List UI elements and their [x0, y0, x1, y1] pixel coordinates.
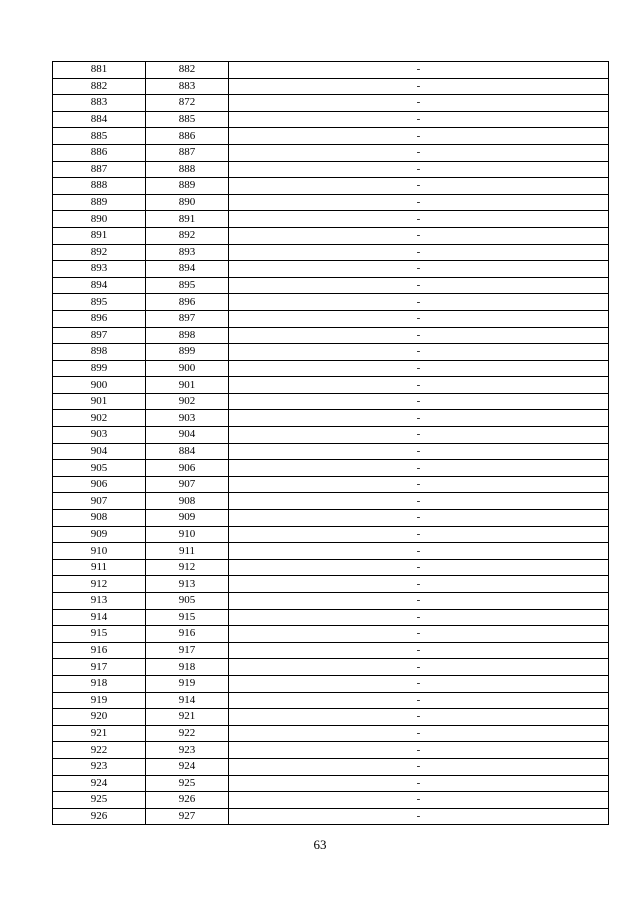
table-cell: 909 — [146, 510, 229, 527]
table-cell: - — [229, 344, 609, 361]
table-row — [53, 709, 609, 726]
table-cell: 890 — [53, 211, 146, 228]
table-cell: 889 — [146, 178, 229, 195]
table-row — [53, 327, 609, 344]
table-cell: 923 — [53, 758, 146, 775]
table-cell: - — [229, 144, 609, 161]
table-cell: 890 — [146, 194, 229, 211]
table-row — [53, 244, 609, 261]
table-row — [53, 393, 609, 410]
table-cell: 913 — [146, 576, 229, 593]
table-cell: - — [229, 476, 609, 493]
table-cell: - — [229, 327, 609, 344]
table-cell: - — [229, 161, 609, 178]
table-cell: 927 — [146, 808, 229, 825]
table-cell: - — [229, 559, 609, 576]
table-cell: 882 — [53, 78, 146, 95]
table-row — [53, 626, 609, 643]
table-cell: 882 — [146, 62, 229, 79]
table-row — [53, 543, 609, 560]
table-row — [53, 792, 609, 809]
table-cell: 891 — [146, 211, 229, 228]
table-cell: 907 — [146, 476, 229, 493]
table-row — [53, 111, 609, 128]
table-row — [53, 178, 609, 195]
table-row — [53, 78, 609, 95]
table-cell: 907 — [53, 493, 146, 510]
table-cell: 883 — [53, 95, 146, 112]
table-cell: 917 — [53, 659, 146, 676]
table-cell: 920 — [53, 709, 146, 726]
table-cell: 919 — [53, 692, 146, 709]
table-cell: 894 — [53, 277, 146, 294]
table-cell: 888 — [146, 161, 229, 178]
table-cell: - — [229, 742, 609, 759]
table-cell: 908 — [146, 493, 229, 510]
table-cell: 913 — [53, 593, 146, 610]
table-cell: 899 — [53, 360, 146, 377]
table-row — [53, 808, 609, 825]
table-cell: 888 — [53, 178, 146, 195]
table-cell: 903 — [146, 410, 229, 427]
table-cell: - — [229, 62, 609, 79]
table-cell: 893 — [53, 261, 146, 278]
table-cell: - — [229, 211, 609, 228]
table-row — [53, 310, 609, 327]
table-row — [53, 144, 609, 161]
table-row — [53, 194, 609, 211]
table-cell: 895 — [146, 277, 229, 294]
table-row — [53, 493, 609, 510]
table-row — [53, 758, 609, 775]
table-cell: 887 — [146, 144, 229, 161]
table-cell: 917 — [146, 642, 229, 659]
table-cell: 885 — [53, 128, 146, 145]
table-row — [53, 593, 609, 610]
table-cell: - — [229, 692, 609, 709]
table-cell: 901 — [53, 393, 146, 410]
table-cell: 926 — [53, 808, 146, 825]
table-cell: - — [229, 675, 609, 692]
table-cell: 886 — [53, 144, 146, 161]
table-cell: 889 — [53, 194, 146, 211]
table-cell: 906 — [146, 460, 229, 477]
table-row — [53, 460, 609, 477]
table-cell: - — [229, 410, 609, 427]
data-table — [52, 61, 609, 825]
table-row — [53, 742, 609, 759]
table-cell: - — [229, 775, 609, 792]
table-row — [53, 360, 609, 377]
table-cell: - — [229, 808, 609, 825]
table-cell: - — [229, 543, 609, 560]
table-body — [53, 62, 609, 825]
page-number: 63 — [313, 837, 327, 852]
table-row — [53, 410, 609, 427]
table-cell: 924 — [53, 775, 146, 792]
table-cell: - — [229, 227, 609, 244]
table-cell: 897 — [146, 310, 229, 327]
table-cell: 896 — [53, 310, 146, 327]
table-cell: 883 — [146, 78, 229, 95]
table-cell: 916 — [53, 642, 146, 659]
table-cell: 895 — [53, 294, 146, 311]
table-cell: 911 — [53, 559, 146, 576]
table-cell: 903 — [53, 427, 146, 444]
table-cell: - — [229, 178, 609, 195]
table-cell: 911 — [146, 543, 229, 560]
table-cell: - — [229, 443, 609, 460]
table-cell: - — [229, 427, 609, 444]
table-cell: - — [229, 244, 609, 261]
table-cell: 925 — [146, 775, 229, 792]
table-cell: - — [229, 758, 609, 775]
table-row — [53, 659, 609, 676]
table-row — [53, 261, 609, 278]
table-cell: 915 — [53, 626, 146, 643]
table-cell: 886 — [146, 128, 229, 145]
table-cell: - — [229, 642, 609, 659]
table-row — [53, 692, 609, 709]
table-cell: 921 — [53, 725, 146, 742]
table-row — [53, 427, 609, 444]
table-cell: 904 — [146, 427, 229, 444]
table-cell: 916 — [146, 626, 229, 643]
table-row — [53, 642, 609, 659]
table-cell: - — [229, 294, 609, 311]
table-row — [53, 294, 609, 311]
table-row — [53, 675, 609, 692]
table-cell: 891 — [53, 227, 146, 244]
table-cell: 898 — [53, 344, 146, 361]
table-cell: 909 — [53, 526, 146, 543]
table-cell: 899 — [146, 344, 229, 361]
table-cell: 918 — [146, 659, 229, 676]
table-cell: - — [229, 111, 609, 128]
table-cell: - — [229, 792, 609, 809]
table-cell: 925 — [53, 792, 146, 809]
table-cell: 910 — [53, 543, 146, 560]
table-cell: 912 — [53, 576, 146, 593]
table-cell: - — [229, 78, 609, 95]
table-cell: - — [229, 526, 609, 543]
table-row — [53, 510, 609, 527]
table-cell: 900 — [53, 377, 146, 394]
table-cell: - — [229, 377, 609, 394]
table-cell: 905 — [53, 460, 146, 477]
table-cell: 872 — [146, 95, 229, 112]
table-cell: - — [229, 659, 609, 676]
table-cell: 906 — [53, 476, 146, 493]
table-cell: 910 — [146, 526, 229, 543]
table-cell: - — [229, 709, 609, 726]
table-cell: - — [229, 576, 609, 593]
table-row — [53, 559, 609, 576]
table-row — [53, 128, 609, 145]
table-row — [53, 775, 609, 792]
table-cell: - — [229, 725, 609, 742]
table-cell: 914 — [146, 692, 229, 709]
table-cell: - — [229, 128, 609, 145]
table-cell: - — [229, 194, 609, 211]
table-cell: 922 — [146, 725, 229, 742]
table-cell: 884 — [146, 443, 229, 460]
table-cell: 896 — [146, 294, 229, 311]
table-row — [53, 443, 609, 460]
table-cell: 894 — [146, 261, 229, 278]
table-cell: 885 — [146, 111, 229, 128]
table-cell: 904 — [53, 443, 146, 460]
table-cell: - — [229, 277, 609, 294]
table-cell: 881 — [53, 62, 146, 79]
table-cell: 902 — [53, 410, 146, 427]
table-row — [53, 526, 609, 543]
table-row — [53, 725, 609, 742]
table-row — [53, 211, 609, 228]
table-cell: 884 — [53, 111, 146, 128]
table-cell: - — [229, 95, 609, 112]
table-cell: 901 — [146, 377, 229, 394]
table-row — [53, 227, 609, 244]
table-cell: - — [229, 493, 609, 510]
table-cell: - — [229, 510, 609, 527]
table-cell: - — [229, 626, 609, 643]
table-cell: 905 — [146, 593, 229, 610]
table-row — [53, 344, 609, 361]
table-cell: 924 — [146, 758, 229, 775]
table-row — [53, 95, 609, 112]
table-row — [53, 476, 609, 493]
table-row — [53, 277, 609, 294]
table-cell: 887 — [53, 161, 146, 178]
table-row — [53, 576, 609, 593]
table-cell: 918 — [53, 675, 146, 692]
table-row — [53, 161, 609, 178]
table-cell: 915 — [146, 609, 229, 626]
table-cell: - — [229, 460, 609, 477]
table-cell: 914 — [53, 609, 146, 626]
table-cell: - — [229, 261, 609, 278]
table-cell: 902 — [146, 393, 229, 410]
table-cell: 892 — [146, 227, 229, 244]
table-cell: 912 — [146, 559, 229, 576]
table-cell: 923 — [146, 742, 229, 759]
table-cell: 919 — [146, 675, 229, 692]
table-cell: 898 — [146, 327, 229, 344]
table-cell: - — [229, 310, 609, 327]
table-row — [53, 62, 609, 79]
table-cell: 926 — [146, 792, 229, 809]
table-cell: 893 — [146, 244, 229, 261]
table-cell: 922 — [53, 742, 146, 759]
table-cell: - — [229, 360, 609, 377]
table-row — [53, 377, 609, 394]
table-row — [53, 609, 609, 626]
table-cell: - — [229, 393, 609, 410]
table-cell: 900 — [146, 360, 229, 377]
table-cell: 908 — [53, 510, 146, 527]
table-cell: 892 — [53, 244, 146, 261]
table-cell: 921 — [146, 709, 229, 726]
table-cell: - — [229, 593, 609, 610]
table-cell: 897 — [53, 327, 146, 344]
table-cell: - — [229, 609, 609, 626]
